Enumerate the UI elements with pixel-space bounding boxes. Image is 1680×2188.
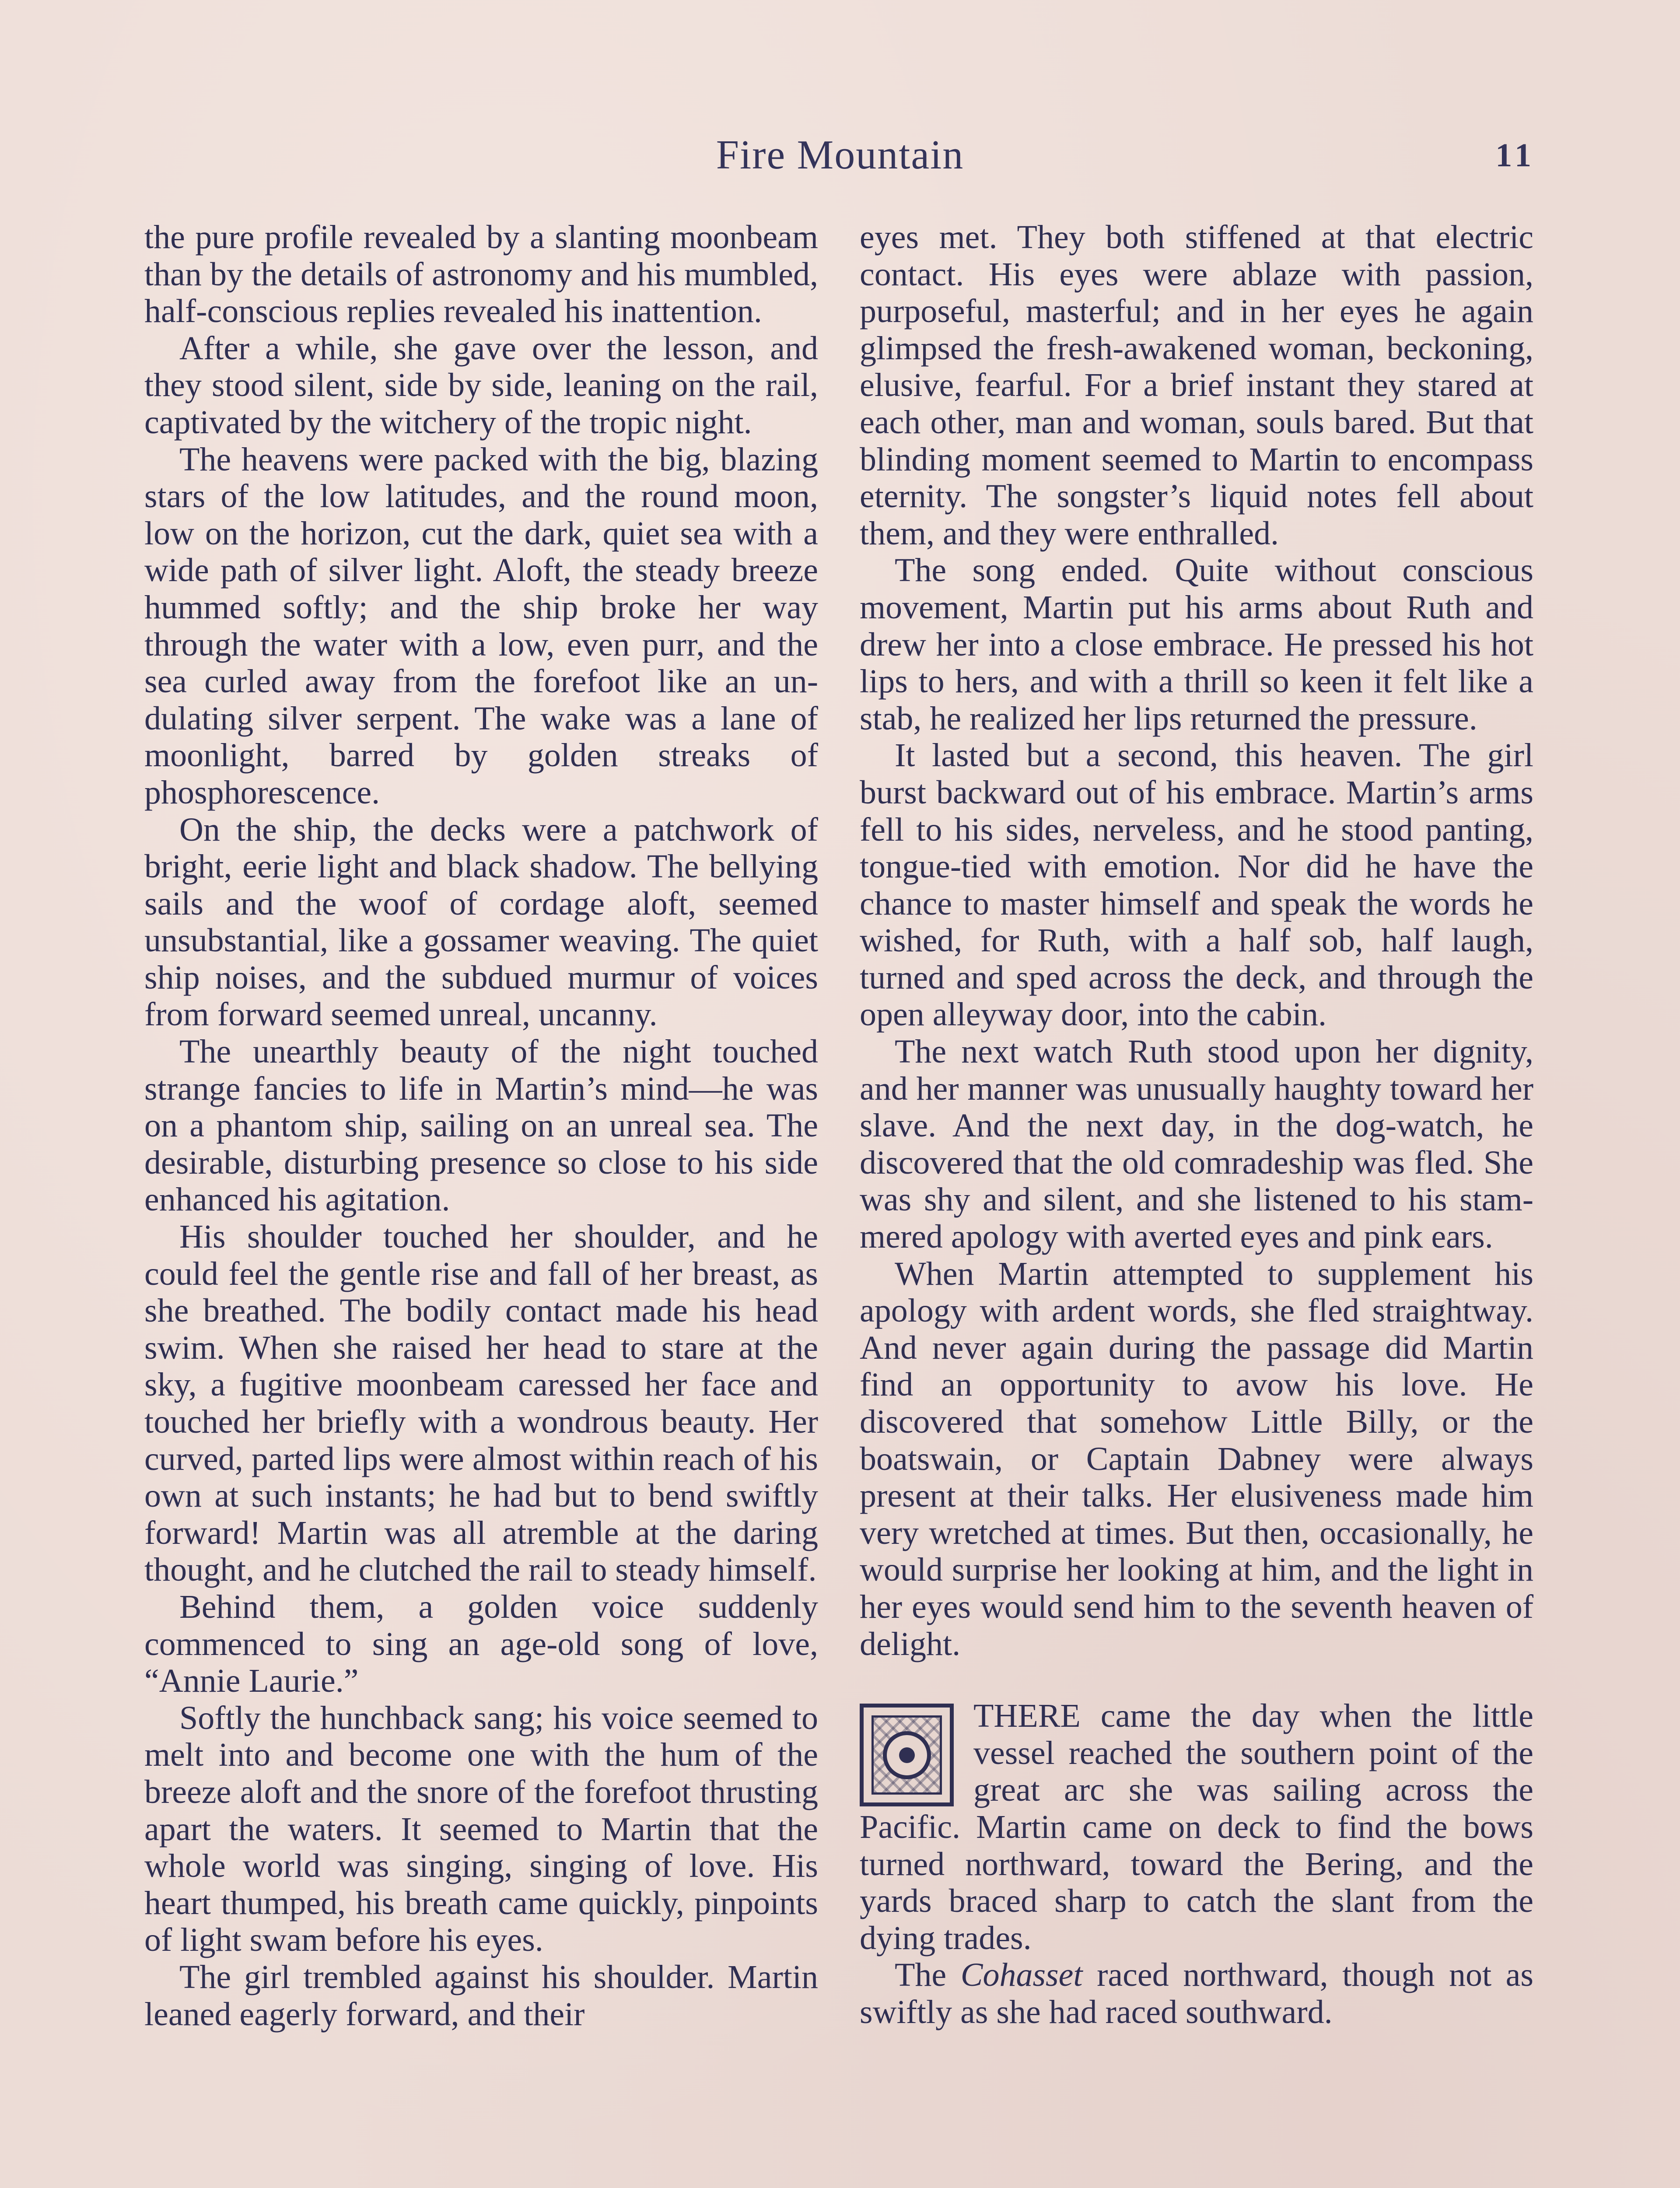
paragraph: The heavens were packed with the big, blazing stars of the low latitudes, and the round moon, low on the horizon, cut the dark, quiet sea with a wide path of silver light. Aloft, the steady breeze hummed softly; and the ship broke her way through the water with a low, even purr, and the sea curled away from the forefoot like an undulating silver serpent. The wake was a lane of moonlight, barred by golden streaks of phosphorescence. (144, 441, 818, 811)
paragraph: Softly the hunchback sang; his voice seemed to melt into and become one with the hum of the breeze aloft and the snore of the forefoot thrusting apart the waters. It seemed to Martin that the whole world was singing, singing of love. His heart thumped, his breath came quickly, pinpoints of light swam before his eyes. (144, 1699, 818, 1959)
right-column (860, 219, 1533, 2031)
ornament-rosette (883, 1731, 931, 1779)
paragraph: After a while, she gave over the lesson, and they stood silent, side by side, leaning on the rail, captivated by the witchery of the tropic night. (144, 330, 818, 441)
paragraph-text-before: The (895, 1957, 961, 1994)
paragraph: the pure profile revealed by a slanting moonbeam than by the details of astronomy and his mumbled, half-conscious replies revealed his inattention. (144, 219, 818, 330)
paragraph: It lasted but a second, this heaven. The girl burst backward out of his embrace. Martin’s arms fell to his sides, nerveless, and he stood panting, tongue-tied with emotion. Nor did he have the chance to master himself and speak the words he wished, for Ruth, with a half sob, half laugh, turned and sped across the deck, and through the open alleyway door, into the cabin. (860, 737, 1533, 1033)
paragraph: When Martin attempted to supplement his apology with ardent words, she fled straightway. And never again during the passage did Martin find an opportunity to avow his love. He discovered that somehow Little Billy, or the boatswain, or Captain Dabney were always present at their talks. Her elusiveness made him very wretched at times. But then, occasionally, he would surprise her looking at him, and the light in her eyes would send him to the seventh heaven of delight. (860, 1255, 1533, 1662)
section-opening-caps: THERE (973, 1697, 1081, 1735)
paragraph: On the ship, the decks were a patchwork of bright, eerie light and black shadow. The bellying sails and the woof of cordage aloft, seemed unsubstantial, like a gossamer weaving. The quiet ship noises, and the subdued murmur of voices from forward seemed unreal, uncanny. (144, 811, 818, 1033)
rosette-ornament-icon (860, 1704, 954, 1806)
paragraph: The next watch Ruth stood upon her dignity, and her manner was unusually haughty toward her slave. And the next day, in the dog-watch, he discovered that the old comradeship was fled. She was shy and silent, and she listened to his stammered apology with averted eyes and pink ears. (860, 1033, 1533, 1255)
ship-name: Cohasset (960, 1957, 1083, 1994)
running-title: Fire Mountain (716, 132, 964, 178)
paragraph-text-after: raced northward, though not as swiftly as she had raced southward. (860, 1957, 1533, 2030)
page-number: 11 (1495, 137, 1536, 174)
paragraph: The song ended. Quite without conscious movement, Martin put his arms about Ruth and drew her into a close embrace. He pressed his hot lips to hers, and with a thrill so keen it felt like a stab, he realized her lips returned the pressure. (860, 552, 1533, 737)
paragraph: His shoulder touched her shoulder, and he could feel the gentle rise and fall of her breast, as she breathed. The bodily contact made his head swim. When she raised her head to stare at the sky, a fugitive moonbeam caressed her face and touched her briefly with a wondrous beauty. Her curved, parted lips were almost within reach of his own at such instants; he had but to bend swiftly forward! Martin was all atremble at the daring thought, and he clutched the rail to steady himself. (144, 1218, 818, 1588)
paragraph (860, 1957, 1533, 2030)
section-opening-text: came the day when the little vessel reached the southern point of the great arc she was sailing across the Pacific. Martin came on deck to find the bows turned northward, toward the Bering, and the yards braced sharp to catch the slant from the dying trades. (860, 1697, 1533, 1957)
paragraph: eyes met. They both stiffened at that electric contact. His eyes were ablaze with passion, purposeful, masterful; and in her eyes he again glimpsed the fresh-awakened woman, beckoning, elusive, fearful. For a brief instant they stared at each other, man and woman, souls bared. But that blinding moment seemed to Martin to encompass eternity. The songster’s liquid notes fell about them, and they were enthralled. (860, 219, 1533, 552)
paragraph: Behind them, a golden voice suddenly commenced to sing an age-old song of love, “Annie Laurie.” (144, 1588, 818, 1700)
paragraph: The girl trembled against his shoulder. Martin leaned eagerly forward, and their (144, 1958, 818, 2033)
left-column (144, 219, 818, 2033)
section-opening-paragraph (860, 1697, 1533, 1957)
paragraph: The unearthly beauty of the night touched strange fancies to life in Martin’s mind—he was on a phantom ship, sailing on an unreal sea. The desirable, disturbing presence so close to his side enhanced his agitation. (144, 1033, 818, 1218)
